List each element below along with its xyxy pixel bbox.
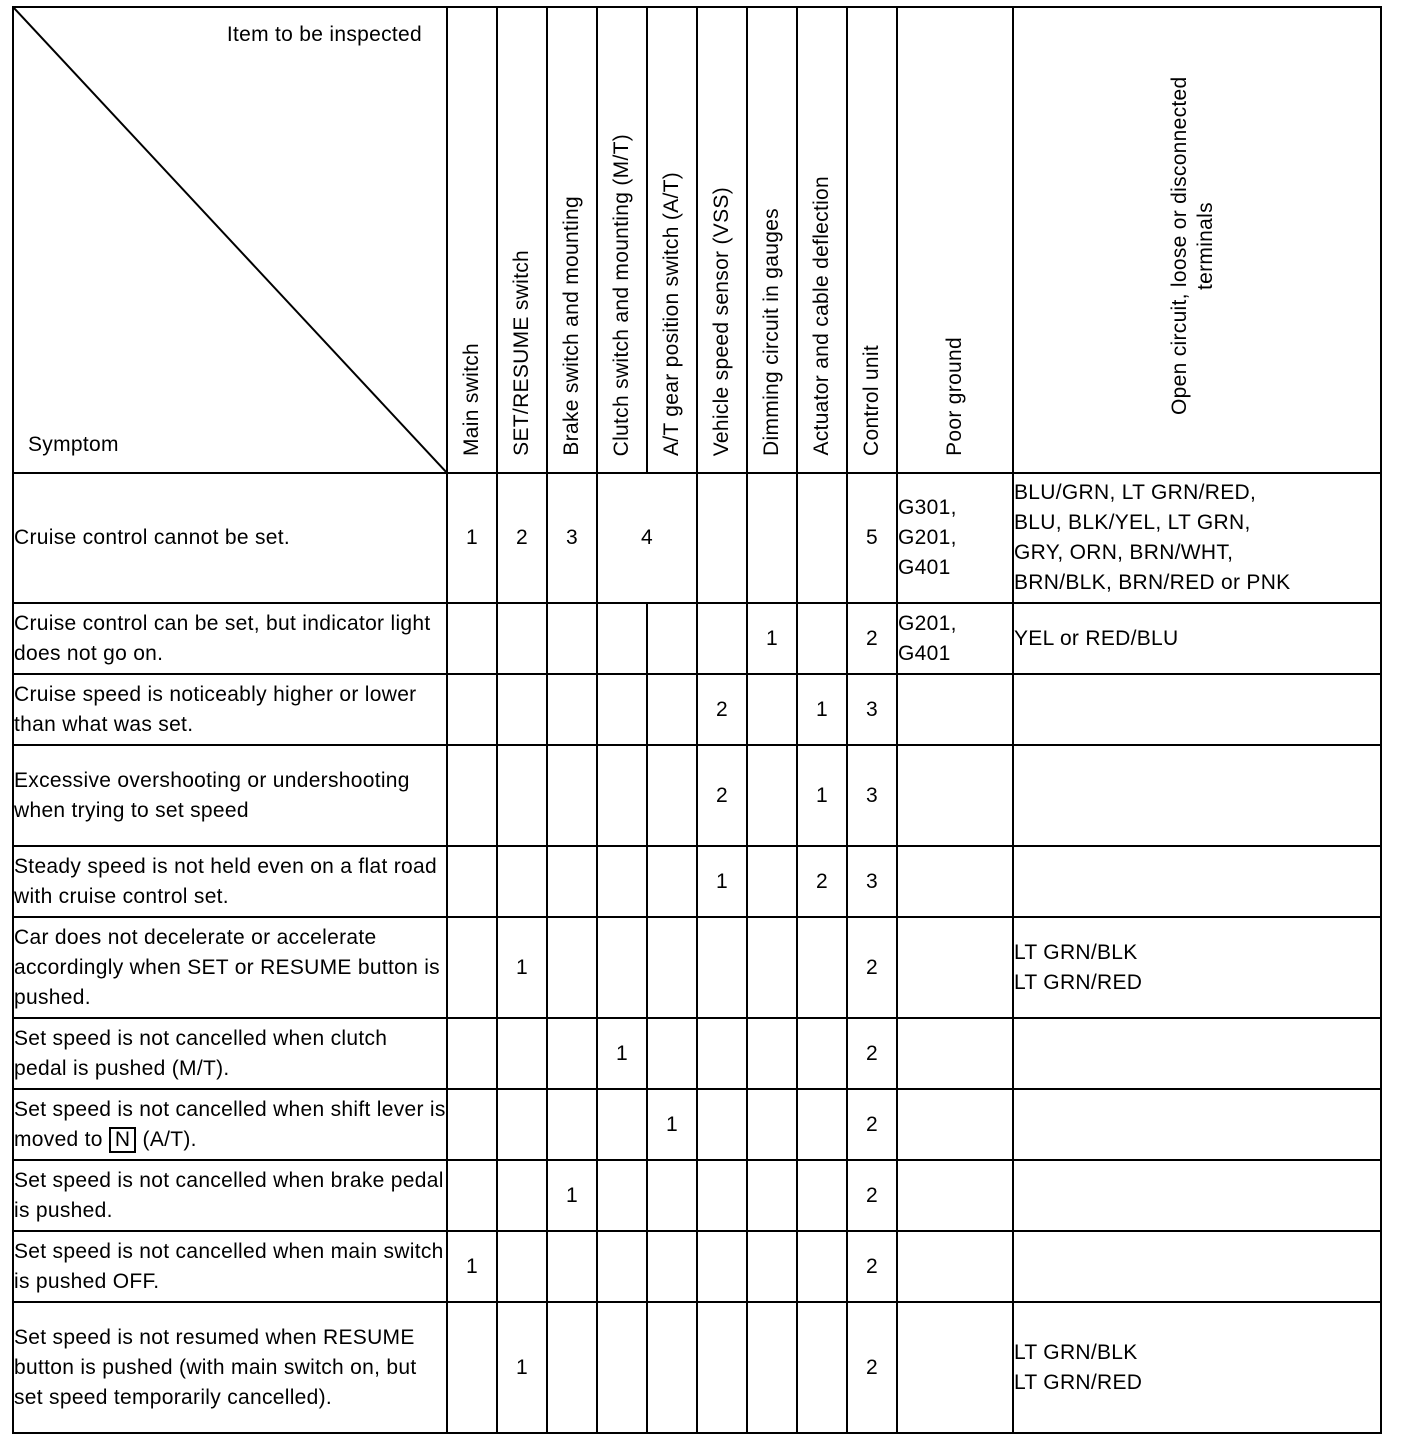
value-cell xyxy=(747,1018,797,1089)
value-cell xyxy=(597,1231,647,1302)
poor-ground-cell xyxy=(897,745,1013,846)
poor-ground-cell xyxy=(897,846,1013,917)
header-row xyxy=(13,7,1381,473)
value-cell xyxy=(447,917,497,1018)
open-circuit-cell xyxy=(1013,1089,1381,1160)
value-cell xyxy=(447,1089,497,1160)
value-cell xyxy=(797,1231,847,1302)
column-header-actuator: Actuator and cable deflection xyxy=(797,7,847,473)
value-cell xyxy=(597,603,647,674)
value-cell xyxy=(647,917,697,1018)
table-row xyxy=(13,917,1381,1018)
value-cell xyxy=(547,846,597,917)
diagonal-divider xyxy=(14,8,447,473)
table-row xyxy=(13,1160,1381,1231)
value-cell: 1 xyxy=(647,1089,697,1160)
poor-ground-cell xyxy=(897,1160,1013,1231)
value-cell xyxy=(697,1231,747,1302)
open-circuit-cell: BLU/GRN, LT GRN/RED, BLU, BLK/YEL, LT GRN, GRY, ORN, BRN/WHT, BRN/BLK, BRN/RED or PNK xyxy=(1013,473,1381,603)
value-cell xyxy=(447,674,497,745)
value-cell xyxy=(747,1231,797,1302)
value-cell: 2 xyxy=(847,917,897,1018)
value-cell xyxy=(497,603,547,674)
value-cell xyxy=(547,1231,597,1302)
value-cell xyxy=(797,1018,847,1089)
symptom-text: Set speed is not cancelled when shift lever is moved to xyxy=(14,1097,446,1151)
value-cell: 1 xyxy=(597,1018,647,1089)
value-cell xyxy=(597,1160,647,1231)
value-cell: 2 xyxy=(697,745,747,846)
value-cell xyxy=(547,674,597,745)
poor-ground-cell xyxy=(897,1231,1013,1302)
value-cell xyxy=(697,1302,747,1433)
value-cell xyxy=(547,1302,597,1433)
value-cell xyxy=(597,846,647,917)
value-cell: 1 xyxy=(497,917,547,1018)
value-cell: 2 xyxy=(697,674,747,745)
poor-ground-cell xyxy=(897,1018,1013,1089)
value-cell xyxy=(647,603,697,674)
open-circuit-cell xyxy=(1013,846,1381,917)
column-header-brake-switch: Brake switch and mounting xyxy=(547,7,597,473)
value-cell xyxy=(747,473,797,603)
value-cell: 3 xyxy=(847,745,897,846)
troubleshooting-table xyxy=(12,6,1382,1434)
symptom-cell: Set speed is not cancelled when main switch is pushed OFF. xyxy=(13,1231,447,1302)
open-circuit-cell: LT GRN/BLK LT GRN/RED xyxy=(1013,1302,1381,1433)
symptom-cell: Set speed is not resumed when RESUME button is pushed (with main switch on, but set speed temporarily cancelled). xyxy=(13,1302,447,1433)
value-cell xyxy=(597,674,647,745)
value-cell xyxy=(647,674,697,745)
value-cell: 3 xyxy=(547,473,597,603)
value-cell xyxy=(547,745,597,846)
value-cell xyxy=(547,603,597,674)
value-cell xyxy=(597,1302,647,1433)
column-header-main-switch: Main switch xyxy=(447,7,497,473)
value-cell xyxy=(747,917,797,1018)
table-row xyxy=(13,846,1381,917)
value-cell xyxy=(497,1018,547,1089)
value-cell xyxy=(747,1089,797,1160)
open-circuit-cell xyxy=(1013,1231,1381,1302)
symptom-cell: Cruise control can be set, but indicator light does not go on. xyxy=(13,603,447,674)
symptom-cell: Steady speed is not held even on a flat road with cruise control set. xyxy=(13,846,447,917)
poor-ground-cell xyxy=(897,917,1013,1018)
value-cell: 1 xyxy=(447,473,497,603)
value-cell xyxy=(497,1231,547,1302)
column-header-open-circuit: Open circuit, loose or disconnected terminals xyxy=(1013,7,1381,473)
value-cell xyxy=(797,1089,847,1160)
symptom-cell xyxy=(13,1089,447,1160)
value-cell xyxy=(597,745,647,846)
value-cell xyxy=(447,603,497,674)
value-cell xyxy=(597,1089,647,1160)
table-row xyxy=(13,473,1381,603)
value-cell: 2 xyxy=(847,1231,897,1302)
symptom-label: Symptom xyxy=(28,433,119,456)
value-cell xyxy=(497,1089,547,1160)
table-row xyxy=(13,1089,1381,1160)
poor-ground-cell: G201, G401 xyxy=(897,603,1013,674)
value-cell xyxy=(497,1160,547,1231)
value-cell xyxy=(547,917,597,1018)
symptom-text-suffix: (A/T). xyxy=(142,1127,197,1151)
value-cell xyxy=(497,674,547,745)
symptom-cell: Car does not decelerate or accelerate accordingly when SET or RESUME button is pushed. xyxy=(13,917,447,1018)
value-cell xyxy=(797,1160,847,1231)
open-circuit-cell xyxy=(1013,1018,1381,1089)
symptom-cell: Set speed is not cancelled when brake pedal is pushed. xyxy=(13,1160,447,1231)
open-circuit-cell: LT GRN/BLK LT GRN/RED xyxy=(1013,917,1381,1018)
symptom-cell: Excessive overshooting or undershooting when trying to set speed xyxy=(13,745,447,846)
value-cell: 1 xyxy=(747,603,797,674)
value-cell xyxy=(647,1302,697,1433)
value-cell: 2 xyxy=(847,1018,897,1089)
value-cell xyxy=(747,745,797,846)
value-cell xyxy=(697,917,747,1018)
symptom-cell: Cruise speed is noticeably higher or lower than what was set. xyxy=(13,674,447,745)
value-cell xyxy=(447,846,497,917)
value-cell xyxy=(797,473,847,603)
column-header-at-gear-position-switch: A/T gear position switch (A/T) xyxy=(647,7,697,473)
value-cell xyxy=(647,745,697,846)
value-cell: 3 xyxy=(847,846,897,917)
value-cell xyxy=(447,1018,497,1089)
value-cell: 5 xyxy=(847,473,897,603)
value-cell: 1 xyxy=(547,1160,597,1231)
column-header-poor-ground: Poor ground xyxy=(897,7,1013,473)
table-row xyxy=(13,1302,1381,1433)
value-cell xyxy=(697,473,747,603)
open-circuit-cell xyxy=(1013,745,1381,846)
value-cell-merged: 4 xyxy=(597,473,697,603)
value-cell xyxy=(747,1160,797,1231)
poor-ground-cell xyxy=(897,1089,1013,1160)
value-cell xyxy=(447,1160,497,1231)
value-cell xyxy=(647,846,697,917)
value-cell xyxy=(647,1018,697,1089)
value-cell: 1 xyxy=(797,745,847,846)
item-to-be-inspected-label: Item to be inspected xyxy=(226,23,422,46)
value-cell xyxy=(697,1089,747,1160)
value-cell xyxy=(797,1302,847,1433)
gear-n-key-box: N xyxy=(109,1127,136,1153)
column-header-vehicle-speed-sensor: Vehicle speed sensor (VSS) xyxy=(697,7,747,473)
value-cell: 2 xyxy=(847,1089,897,1160)
column-header-clutch-switch: Clutch switch and mounting (M/T) xyxy=(597,7,647,473)
value-cell xyxy=(747,1302,797,1433)
poor-ground-cell: G301, G201, G401 xyxy=(897,473,1013,603)
value-cell xyxy=(647,1160,697,1231)
value-cell xyxy=(547,1089,597,1160)
value-cell: 2 xyxy=(847,1302,897,1433)
value-cell xyxy=(597,917,647,1018)
value-cell: 1 xyxy=(697,846,747,917)
value-cell xyxy=(747,846,797,917)
corner-header-cell xyxy=(13,7,447,473)
open-circuit-cell: YEL or RED/BLU xyxy=(1013,603,1381,674)
value-cell xyxy=(497,745,547,846)
open-circuit-cell xyxy=(1013,674,1381,745)
value-cell xyxy=(697,1018,747,1089)
table-row xyxy=(13,674,1381,745)
open-circuit-cell xyxy=(1013,1160,1381,1231)
value-cell: 1 xyxy=(497,1302,547,1433)
table-row xyxy=(13,1018,1381,1089)
value-cell: 3 xyxy=(847,674,897,745)
value-cell xyxy=(697,603,747,674)
poor-ground-cell xyxy=(897,674,1013,745)
value-cell xyxy=(697,1160,747,1231)
value-cell xyxy=(747,674,797,745)
table-row xyxy=(13,1231,1381,1302)
value-cell xyxy=(647,1231,697,1302)
value-cell xyxy=(797,603,847,674)
table-row xyxy=(13,603,1381,674)
poor-ground-cell xyxy=(897,1302,1013,1433)
column-header-control-unit: Control unit xyxy=(847,7,897,473)
value-cell xyxy=(547,1018,597,1089)
symptom-cell: Set speed is not cancelled when clutch pedal is pushed (M/T). xyxy=(13,1018,447,1089)
value-cell: 2 xyxy=(797,846,847,917)
value-cell: 2 xyxy=(497,473,547,603)
column-header-set-resume-switch: SET/RESUME switch xyxy=(497,7,547,473)
value-cell xyxy=(497,846,547,917)
value-cell: 2 xyxy=(847,603,897,674)
value-cell: 2 xyxy=(847,1160,897,1231)
symptom-cell: Cruise control cannot be set. xyxy=(13,473,447,603)
value-cell xyxy=(447,1302,497,1433)
table-row xyxy=(13,745,1381,846)
value-cell xyxy=(447,745,497,846)
value-cell xyxy=(797,917,847,1018)
value-cell: 1 xyxy=(447,1231,497,1302)
column-header-dimming-circuit: Dimming circuit in gauges xyxy=(747,7,797,473)
value-cell: 1 xyxy=(797,674,847,745)
